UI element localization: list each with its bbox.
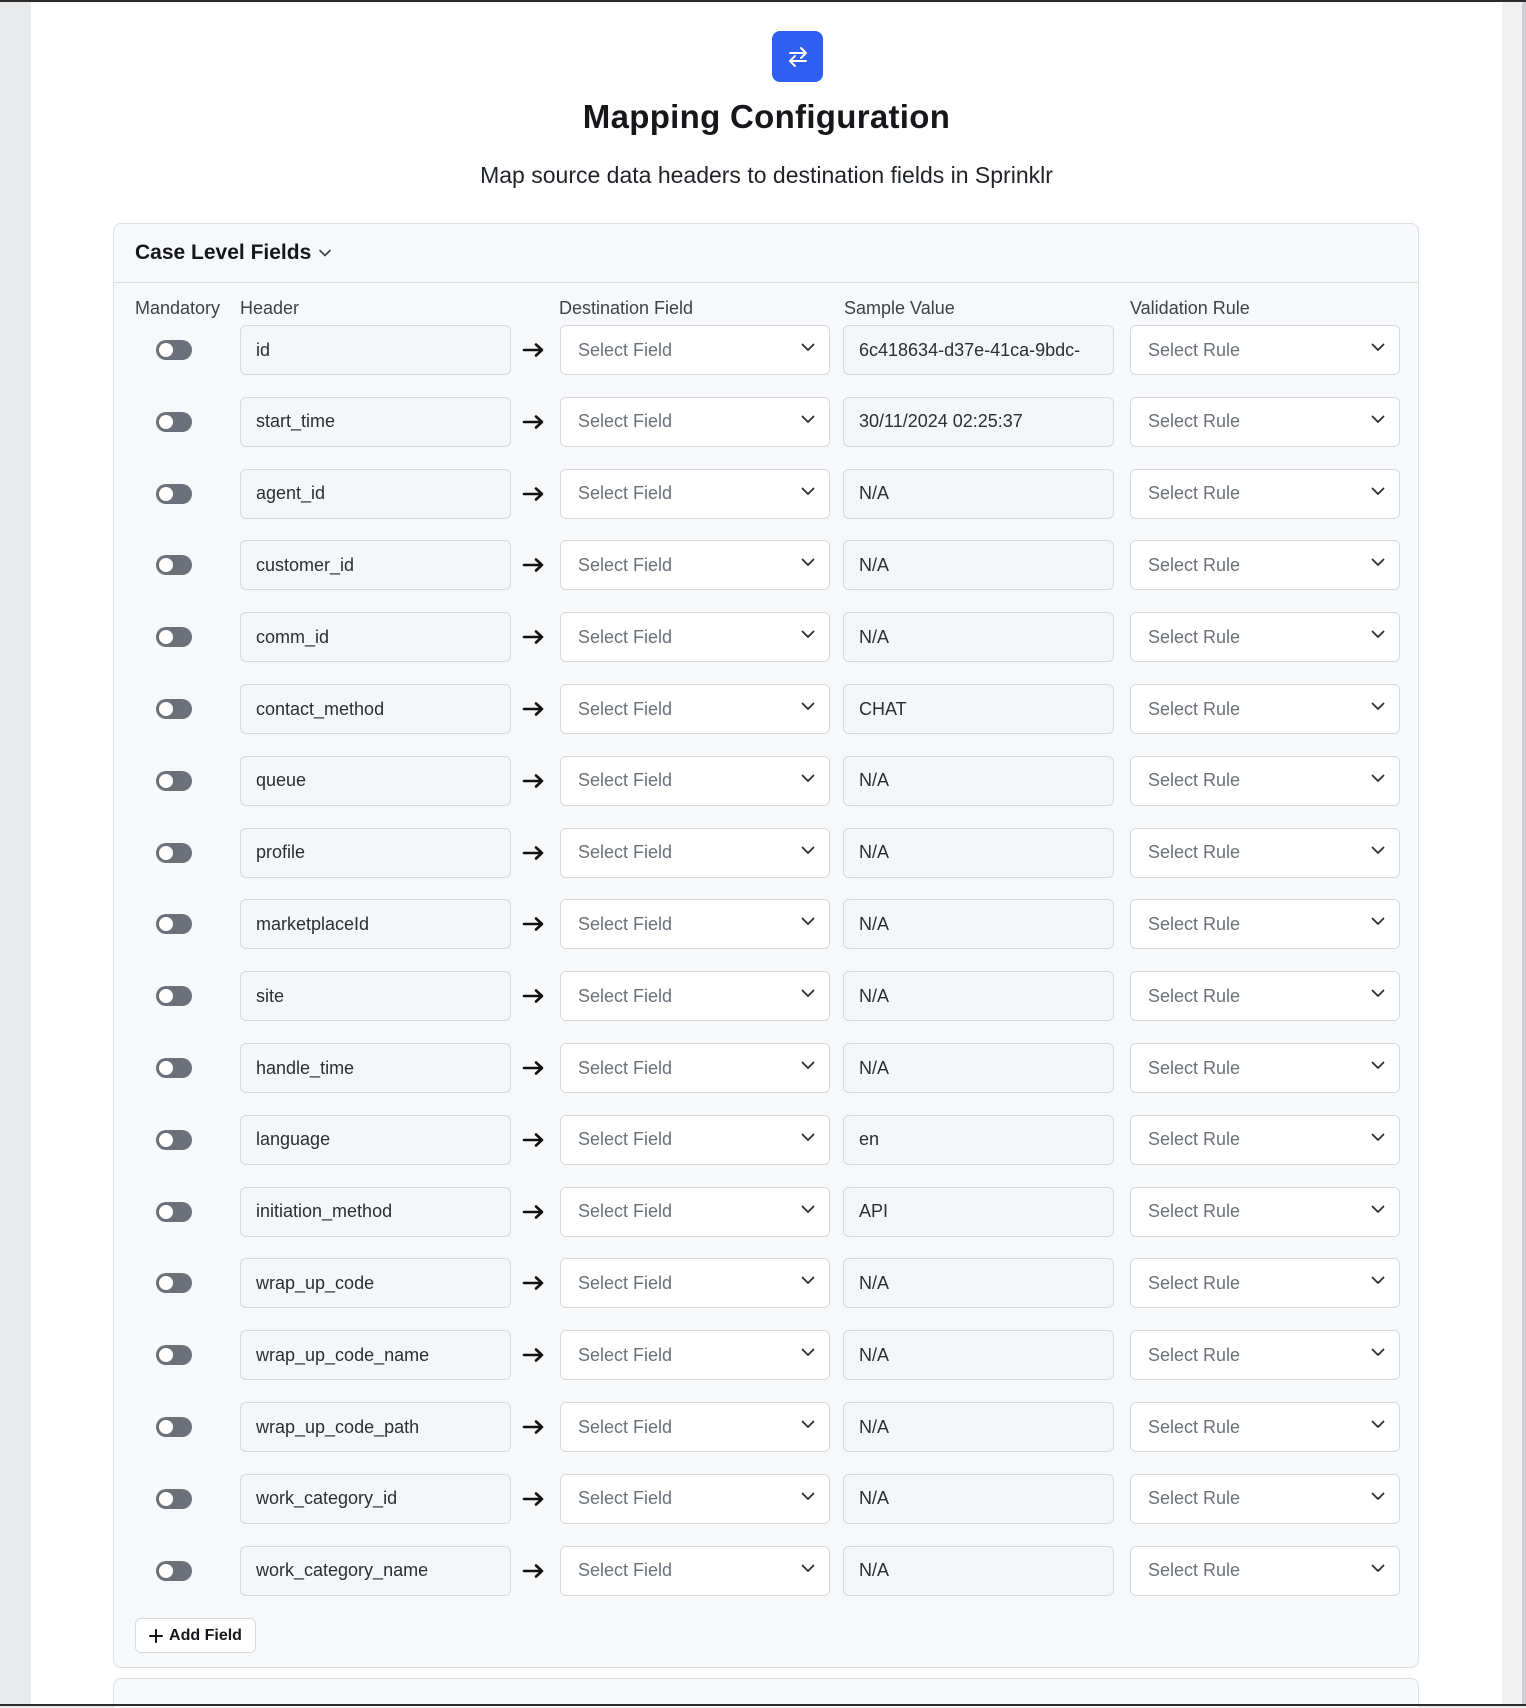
header-value: initiation_method (256, 1201, 393, 1222)
chevron-down-icon (801, 846, 815, 855)
chevron-down-icon (1371, 774, 1385, 783)
page-title: Mapping Configuration (582, 98, 951, 135)
header-field (240, 684, 511, 734)
sample-value-field (843, 540, 1114, 590)
mandatory-toggle[interactable] (156, 627, 192, 647)
mapping-logo (772, 31, 823, 82)
validation-rule-select[interactable] (1130, 756, 1400, 806)
mapping-row (114, 1187, 1418, 1239)
destination-field-select[interactable] (560, 1187, 830, 1237)
chevron-down-icon (801, 1133, 815, 1142)
destination-field-select[interactable] (560, 1043, 830, 1093)
mandatory-toggle[interactable] (156, 699, 192, 719)
destination-field-value: Select Field (578, 1488, 673, 1509)
sample-value-field (843, 1330, 1114, 1380)
destination-field-select[interactable] (560, 1330, 830, 1380)
mapping-row (114, 684, 1418, 736)
destination-field-select[interactable] (560, 756, 830, 806)
toggle-knob (159, 917, 173, 931)
mandatory-toggle[interactable] (156, 555, 192, 575)
sample-value-field (843, 1258, 1114, 1308)
chevron-down-icon (801, 774, 815, 783)
sample-value-field (843, 899, 1114, 949)
sample-value-field (843, 612, 1114, 662)
chevron-down-icon (1371, 1420, 1385, 1429)
mapping-row (114, 1546, 1418, 1598)
header-field (240, 1546, 511, 1596)
arrow-right-icon (521, 841, 547, 865)
chevron-down-icon (801, 558, 815, 567)
chevron-down-icon (1371, 558, 1385, 567)
mandatory-toggle[interactable] (156, 1489, 192, 1509)
sample-value: N/A (859, 626, 890, 647)
sample-value: N/A (859, 770, 890, 791)
chevron-down-icon (801, 917, 815, 926)
sample-value: N/A (859, 913, 890, 934)
mandatory-toggle[interactable] (156, 1273, 192, 1293)
chevron-down-icon (1371, 1276, 1385, 1285)
header-field (240, 1402, 511, 1452)
header-value: work_category_name (256, 1560, 429, 1581)
chevron-down-icon (1371, 1348, 1385, 1357)
mandatory-toggle[interactable] (156, 914, 192, 934)
destination-field-select[interactable] (560, 1474, 830, 1524)
arrow-right-icon (521, 1271, 547, 1295)
chevron-down-icon (319, 249, 331, 257)
header-value: site (256, 985, 285, 1006)
toggle-knob (159, 846, 173, 860)
header-field (240, 1258, 511, 1308)
arrow-right-icon (521, 553, 547, 577)
mandatory-toggle[interactable] (156, 986, 192, 1006)
sample-value: 6c418634-d37e-41ca-9bdc- (859, 339, 1081, 360)
mandatory-toggle[interactable] (156, 1561, 192, 1581)
validation-rule-select[interactable] (1130, 1187, 1400, 1237)
toggle-knob (159, 1492, 173, 1506)
validation-rule-value: Select Rule (1148, 1344, 1241, 1365)
mandatory-toggle[interactable] (156, 1417, 192, 1437)
sample-value: en (859, 1129, 880, 1150)
sample-value: N/A (859, 554, 890, 575)
header-field (240, 756, 511, 806)
validation-rule-value: Select Rule (1148, 842, 1241, 863)
mapping-row (114, 1258, 1418, 1310)
sample-value-field (843, 1187, 1114, 1237)
sample-value: N/A (859, 842, 890, 863)
destination-field-select[interactable] (560, 828, 830, 878)
destination-field-value: Select Field (578, 1057, 673, 1078)
chevron-down-icon (801, 630, 815, 639)
validation-rule-select[interactable] (1130, 828, 1400, 878)
destination-field-select[interactable] (560, 1546, 830, 1596)
column-header-sample: Sample Value (844, 298, 955, 318)
mandatory-toggle[interactable] (156, 340, 192, 360)
mandatory-toggle[interactable] (156, 1130, 192, 1150)
sample-value-field (843, 1043, 1114, 1093)
column-header-destination: Destination Field (559, 298, 694, 318)
destination-field-value: Select Field (578, 483, 673, 504)
destination-field-select[interactable] (560, 325, 830, 375)
chevron-down-icon (801, 702, 815, 711)
validation-rule-value: Select Rule (1148, 411, 1241, 432)
chevron-down-icon (1371, 343, 1385, 352)
chevron-down-icon (801, 1420, 815, 1429)
arrow-right-icon (521, 1487, 547, 1511)
mapping-row (114, 1474, 1418, 1526)
destination-field-value: Select Field (578, 913, 673, 934)
arrow-right-icon (521, 1559, 547, 1583)
chevron-down-icon (1371, 1492, 1385, 1501)
header-field (240, 612, 511, 662)
toggle-knob (159, 415, 173, 429)
validation-rule-select[interactable] (1130, 1546, 1400, 1596)
chevron-down-icon (801, 1564, 815, 1573)
validation-rule-value: Select Rule (1148, 1201, 1241, 1222)
sample-value: N/A (859, 1560, 890, 1581)
column-header-rule: Validation Rule (1130, 298, 1250, 318)
chevron-down-icon (801, 989, 815, 998)
arrow-right-icon (521, 1415, 547, 1439)
swap-arrows-icon (786, 46, 810, 68)
toggle-knob (159, 1348, 173, 1362)
arrow-right-icon (521, 1128, 547, 1152)
mapping-row (114, 1115, 1418, 1167)
destination-field-value: Select Field (578, 698, 673, 719)
header-field (240, 1474, 511, 1524)
validation-rule-select[interactable] (1130, 1043, 1400, 1093)
toggle-knob (159, 1564, 173, 1578)
chevron-down-icon (1371, 487, 1385, 496)
toggle-knob (159, 558, 173, 572)
header-value: wrap_up_code_path (256, 1416, 420, 1437)
header-value: handle_time (256, 1057, 355, 1078)
chevron-down-icon (1371, 1133, 1385, 1142)
sample-value: N/A (859, 1057, 890, 1078)
scrollbar[interactable] (1502, 2, 1526, 1704)
validation-rule-select[interactable] (1130, 899, 1400, 949)
sample-value: 30/11/2024 02:25:37 (859, 411, 1023, 432)
destination-field-value: Select Field (578, 1272, 673, 1293)
destination-field-select[interactable] (560, 469, 830, 519)
header-value: id (256, 339, 271, 360)
sample-value: N/A (859, 1272, 890, 1293)
validation-rule-select[interactable] (1130, 325, 1400, 375)
sample-value-field (843, 684, 1114, 734)
chevron-down-icon (1371, 846, 1385, 855)
destination-field-value: Select Field (578, 554, 673, 575)
destination-field-value: Select Field (578, 1416, 673, 1437)
main-content (31, 2, 1502, 1704)
chevron-down-icon (801, 1276, 815, 1285)
mapping-row (114, 1330, 1418, 1382)
validation-rule-value: Select Rule (1148, 1560, 1241, 1581)
arrow-right-icon (521, 338, 547, 362)
validation-rule-value: Select Rule (1148, 483, 1241, 504)
toggle-knob (159, 630, 173, 644)
validation-rule-value: Select Rule (1148, 1057, 1241, 1078)
toggle-knob (159, 343, 173, 357)
destination-field-select[interactable] (560, 612, 830, 662)
mapping-row (114, 828, 1418, 880)
arrow-right-icon (521, 1343, 547, 1367)
toggle-knob (159, 989, 173, 1003)
destination-field-select[interactable] (560, 684, 830, 734)
header-field (240, 899, 511, 949)
mapping-row (114, 899, 1418, 951)
header-value: start_time (256, 411, 336, 432)
chevron-down-icon (1371, 1205, 1385, 1214)
validation-rule-value: Select Rule (1148, 339, 1241, 360)
validation-rule-select[interactable] (1130, 684, 1400, 734)
chevron-down-icon (801, 487, 815, 496)
header-field (240, 1187, 511, 1237)
destination-field-value: Select Field (578, 770, 673, 791)
header-field (240, 325, 511, 375)
validation-rule-select[interactable] (1130, 612, 1400, 662)
mandatory-toggle[interactable] (156, 1345, 192, 1365)
chevron-down-icon (1371, 630, 1385, 639)
sample-value-field (843, 1115, 1114, 1165)
column-header-mandatory: Mandatory (135, 298, 221, 318)
arrow-right-icon (521, 912, 547, 936)
mapping-row (114, 612, 1418, 664)
sample-value-field (843, 325, 1114, 375)
sample-value-field (843, 1474, 1114, 1524)
toggle-knob (159, 1133, 173, 1147)
sample-value: API (859, 1201, 889, 1222)
chevron-down-icon (801, 415, 815, 424)
chevron-down-icon (801, 1205, 815, 1214)
validation-rule-select[interactable] (1130, 971, 1400, 1021)
validation-rule-select[interactable] (1130, 1330, 1400, 1380)
validation-rule-select[interactable] (1130, 1258, 1400, 1308)
chevron-down-icon (1371, 917, 1385, 926)
section-header (114, 224, 1418, 283)
mapping-row (114, 1043, 1418, 1095)
chevron-down-icon (1371, 702, 1385, 711)
mapping-row (114, 756, 1418, 808)
validation-rule-value: Select Rule (1148, 1272, 1241, 1293)
header-value: wrap_up_code (256, 1272, 375, 1293)
sample-value-field (843, 1546, 1114, 1596)
validation-rule-value: Select Rule (1148, 1488, 1241, 1509)
section-toggle[interactable] (135, 241, 331, 265)
chevron-down-icon (1371, 1564, 1385, 1573)
toggle-knob (159, 1276, 173, 1290)
header-value: language (256, 1129, 331, 1150)
mapping-row (114, 1402, 1418, 1454)
case-level-fields-card (113, 223, 1419, 1668)
chevron-down-icon (1371, 989, 1385, 998)
destination-field-select[interactable] (560, 899, 830, 949)
validation-rule-select[interactable] (1130, 1474, 1400, 1524)
destination-field-select[interactable] (560, 1115, 830, 1165)
chevron-down-icon (801, 1061, 815, 1070)
header-field (240, 469, 511, 519)
mapping-row (114, 397, 1418, 449)
validation-rule-select[interactable] (1130, 1115, 1400, 1165)
sample-value-field (843, 469, 1114, 519)
arrow-right-icon (521, 769, 547, 793)
toggle-knob (159, 1205, 173, 1219)
sample-value: CHAT (859, 698, 907, 719)
destination-field-select[interactable] (560, 971, 830, 1021)
header-value: profile (256, 842, 306, 863)
column-header-header: Header (240, 298, 300, 318)
arrow-right-icon (521, 697, 547, 721)
mapping-row (114, 325, 1418, 377)
destination-field-select[interactable] (560, 1402, 830, 1452)
chevron-down-icon (801, 1348, 815, 1357)
sample-value-field (843, 1402, 1114, 1452)
validation-rule-select[interactable] (1130, 397, 1400, 447)
validation-rule-value: Select Rule (1148, 626, 1241, 647)
toggle-knob (159, 1061, 173, 1075)
sample-value-field (843, 828, 1114, 878)
add-field-label: Add Field (169, 1626, 242, 1644)
header-value: customer_id (256, 554, 355, 575)
header-value: comm_id (256, 626, 330, 647)
destination-field-select[interactable] (560, 1258, 830, 1308)
mandatory-toggle[interactable] (156, 484, 192, 504)
chevron-down-icon (1371, 415, 1385, 424)
arrow-right-icon (521, 1200, 547, 1224)
sample-value-field (843, 756, 1114, 806)
destination-field-value: Select Field (578, 985, 673, 1006)
sample-value: N/A (859, 1344, 890, 1365)
chevron-down-icon (801, 1492, 815, 1501)
arrow-right-icon (521, 984, 547, 1008)
arrow-right-icon (521, 410, 547, 434)
mapping-row (114, 469, 1418, 521)
toggle-knob (159, 487, 173, 501)
validation-rule-select[interactable] (1130, 1402, 1400, 1452)
header-field (240, 828, 511, 878)
section-title: Case Level Fields (135, 241, 312, 264)
mandatory-toggle[interactable] (156, 771, 192, 791)
chevron-down-icon (801, 343, 815, 352)
destination-field-value: Select Field (578, 1344, 673, 1365)
mandatory-toggle[interactable] (156, 412, 192, 432)
header-field (240, 971, 511, 1021)
destination-field-value: Select Field (578, 842, 673, 863)
arrow-right-icon (521, 482, 547, 506)
header-value: work_category_id (256, 1488, 398, 1509)
validation-rule-value: Select Rule (1148, 1416, 1241, 1437)
mapping-row (114, 540, 1418, 592)
toggle-knob (159, 774, 173, 788)
toggle-knob (159, 1420, 173, 1434)
validation-rule-value: Select Rule (1148, 913, 1241, 934)
validation-rule-value: Select Rule (1148, 770, 1241, 791)
header-value: wrap_up_code_name (256, 1344, 430, 1365)
sample-value: N/A (859, 985, 890, 1006)
header-field (240, 397, 511, 447)
sample-value: N/A (859, 1488, 890, 1509)
destination-field-value: Select Field (578, 1129, 673, 1150)
header-value: queue (256, 770, 307, 791)
add-field-button[interactable] (135, 1618, 256, 1653)
sample-value: N/A (859, 1416, 890, 1437)
header-field (240, 1330, 511, 1380)
mapping-row (114, 971, 1418, 1023)
sample-value: N/A (859, 483, 890, 504)
arrow-right-icon (521, 1056, 547, 1080)
destination-field-select[interactable] (560, 540, 830, 590)
sample-value-field (843, 971, 1114, 1021)
validation-rule-select[interactable] (1130, 469, 1400, 519)
validation-rule-value: Select Rule (1148, 985, 1241, 1006)
chevron-down-icon (1371, 1061, 1385, 1070)
header-field (240, 1043, 511, 1093)
header-field (240, 540, 511, 590)
destination-field-select[interactable] (560, 397, 830, 447)
mandatory-toggle[interactable] (156, 843, 192, 863)
validation-rule-select[interactable] (1130, 540, 1400, 590)
header-value: agent_id (256, 483, 326, 504)
destination-field-value: Select Field (578, 1560, 673, 1581)
destination-field-value: Select Field (578, 626, 673, 647)
destination-field-value: Select Field (578, 339, 673, 360)
mandatory-toggle[interactable] (156, 1058, 192, 1078)
validation-rule-value: Select Rule (1148, 698, 1241, 719)
page-subtitle: Map source data headers to destination fields in Sprinklr (480, 162, 1053, 188)
sample-value-field (843, 397, 1114, 447)
destination-field-value: Select Field (578, 411, 673, 432)
header-value: marketplaceId (256, 913, 370, 934)
plus-icon (149, 1629, 163, 1643)
validation-rule-value: Select Rule (1148, 554, 1241, 575)
mandatory-toggle[interactable] (156, 1202, 192, 1222)
validation-rule-value: Select Rule (1148, 1129, 1241, 1150)
destination-field-value: Select Field (578, 1201, 673, 1222)
header-field (240, 1115, 511, 1165)
header-value: contact_method (256, 698, 385, 719)
arrow-right-icon (521, 625, 547, 649)
toggle-knob (159, 702, 173, 716)
